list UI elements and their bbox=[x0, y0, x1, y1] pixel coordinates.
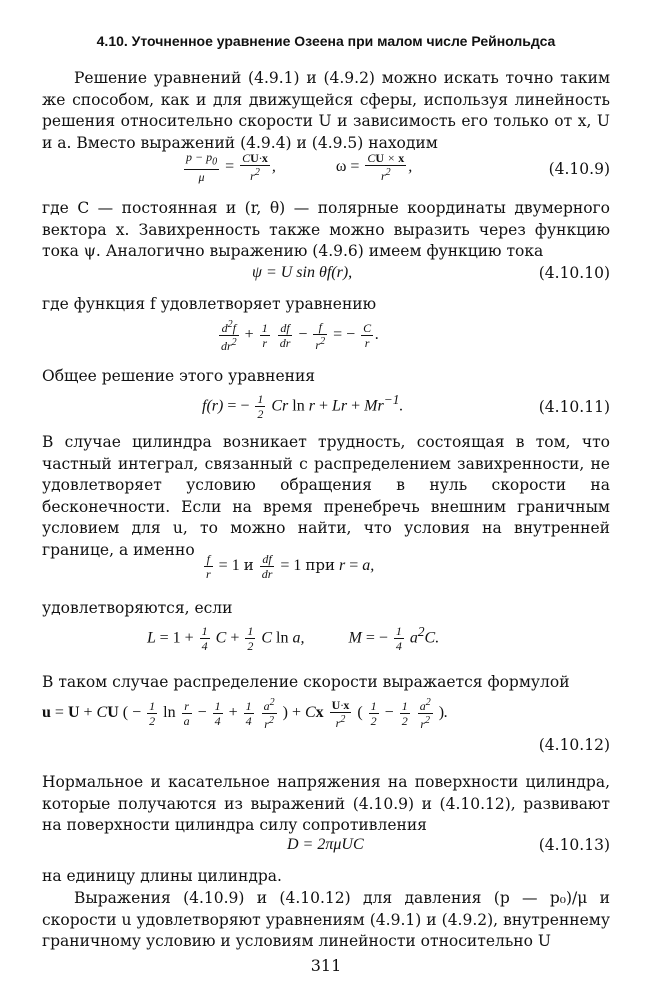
paragraph-8: Нормальное и касательное напряжения на поверхности цилиндра, которые получаются из выражений (4.10.9) и (4.10.12), развивают на поверхности цилиндра силу сопротивления bbox=[42, 773, 610, 834]
equation-4-10-9: $\frac{p - p_0}{\mu}$ = $\frac{CU\cdot x}{r^2}$ , ω = $\frac{CU \times x}{r^2}$ , (4.10.9) bbox=[186, 150, 610, 185]
paragraph-1: Решение уравнений (4.9.1) и (4.9.2) можно искать точно таким же способом, как и для движущейся сферы, используя линейность решения относительно скорости U и зависимость его только от x, U и a. Вместо выражений (4.9.4) и (4.9.5) находим bbox=[42, 69, 610, 152]
equation-4-10-12: u = U + CU ( − $\frac{1}{2}$ ln $\frac{r}{a}$ − $\frac{1}{4}$ + $\frac{1}{4}$ $\frac{a^2}{r^2}$ ) + Cx $\frac{U\cdot x}{r^2}$ ( $\frac{1}{2}$ − $\frac{1}{2}$ $\frac{a^2}{r^2}$ ). (4.10.12) bbox=[42, 697, 610, 754]
paragraph-7: В таком случае распределение скорости выражается формулой bbox=[42, 673, 570, 691]
paragraph-6: удовлетворяются, если bbox=[42, 599, 233, 617]
paragraph-9: на единицу длины цилиндра. bbox=[42, 867, 282, 885]
paragraph-2: где C — постоянная и (r, θ) — полярные координаты двумерного вектора x. Завихренность также можно выразить через функцию тока ψ. Аналогично выражению (4.9.6) имеем функцию тока bbox=[42, 199, 610, 260]
paragraph-3: где функция f удовлетворяет уравнению bbox=[42, 295, 377, 313]
equation-f: $\frac{d^2f}{dr^2}$ + $\frac{1}{r}$ $\frac{df}{dr}$ − $\frac{f}{r^2}$ = − $\frac{C}{r}$ . bbox=[221, 319, 380, 353]
equation-conditions: $\frac{f}{r}$ = 1 и $\frac{df}{dr}$ = 1 при r = a, bbox=[206, 552, 375, 581]
equation-4-10-10: ψ = U sin θf(r), (4.10.10) bbox=[252, 264, 610, 282]
paragraph-10: Выражения (4.10.9) и (4.10.12) для давления (p — p₀)/μ и скорости u удовлетворяют уравнениям (4.9.1) и (4.9.2), внутреннему граничному условию и условиям линейности относительно U bbox=[42, 889, 610, 950]
equation-L-M: L = 1 + $\frac{1}{4}$ C + $\frac{1}{2}$ C ln a, M = − $\frac{1}{4}$ $a^2C$. bbox=[147, 624, 440, 654]
equation-4-10-13: D = 2πμUC (4.10.13) bbox=[287, 836, 610, 854]
equation-4-10-11: f(r) = − $\frac{1}{2}$ Cr $\ln r + Lr + Mr^{-1}$. (4.10.11) bbox=[202, 392, 610, 422]
running-header: 4.10. Уточненное уравнение Озеена при малом числе Рейнольдса bbox=[96, 33, 556, 49]
paragraph-5: В случае цилиндра возникает трудность, состоящая в том, что частный интеграл, связанный с распределением завихренности, не удовлетворяет условию обращения в нуль скорости на бесконечности. Если на время пренебречь внешним граничным условием для u, то можно найти, что условия на внутренней границе, а именно bbox=[42, 433, 610, 559]
paragraph-4: Общее решение этого уравнения bbox=[42, 367, 316, 385]
page-number: 311 bbox=[310, 956, 342, 975]
